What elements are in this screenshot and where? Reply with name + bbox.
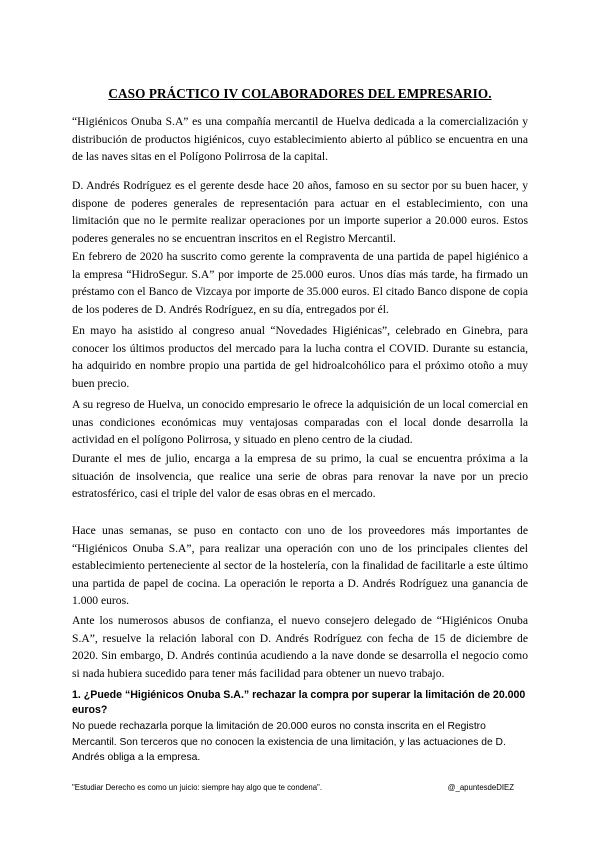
question-1: 1. ¿Puede “Higiénicos Onuba S.A.” rechazar la compra por superar la limitación de 20.000 euros? (72, 689, 526, 717)
document-title: CASO PRÁCTICO IV COLABORADORES DEL EMPRESARIO. (108, 86, 492, 101)
paragraph-may: En mayo ha asistido al congreso anual “Novedades Higiénicas”, celebrado en Ginebra, para conocer los últimos productos del mercado para la lucha contra el COVID. Durante su estancia, ha adquirido en nombre propio una partida de gel hidroalcohólico para el próximo otoño a muy buen precio. (72, 324, 528, 390)
footer-quote: "Estudiar Derecho es como un juicio: siempre hay algo que te condena". (72, 783, 322, 792)
paragraph-dismissal: Ante los numerosos abusos de confianza, el nuevo consejero delegado de “Higiénicos Onuba S.A”, resuelve la relación laboral con D. Andrés Rodríguez con fecha de 15 de diciembre de 2020. Sin embargo, D. Andrés continúa acudiendo a la nave donde se desarrolla el negocio como si nada hubiera sucedido para tener más facilidad para obtener un nuevo trabajo. (72, 614, 528, 680)
paragraph-supplier: Hace unas semanas, se puso en contacto con uno de los proveedores más importantes de “Higiénicos Onuba S.A”, para realizar una operación con uno de los principales clientes del establecimiento perteneciente al sector de la hostelería, con la finalidad de facilitarle a este último una partida de papel de cocina. La operación le reporta a D. Andrés Rodríguez una ganancia de 1.000 euros. (72, 524, 528, 608)
answer-1: No puede rechazarla porque la limitación de 20.000 euros no consta inscrita en el Registro Mercantil. Son terceros que no conocen la existencia de una limitación, y las actuaciones de D. Andrés obliga a la empresa. (72, 721, 506, 764)
paragraph-return: A su regreso de Huelva, un conocido empresario le ofrece la adquisición de un local comercial en unas condiciones económicas muy ventajosas comparadas con el local donde desarrolla la actividad en el polígono Polirrosa, y situado en pleno centro de la ciudad. (72, 398, 528, 447)
paragraph-july: Durante el mes de julio, encarga a la empresa de su primo, la cual se encuentra próxima a la situación de insolvencia, que realice una serie de obras para renovar la nave por un precio estratosférico, casi el triple del valor de esas obras en el mercado. (72, 452, 528, 501)
paragraph-february: En febrero de 2020 ha suscrito como gerente la compraventa de una partida de papel higiénico a la empresa “HidroSegur. S.A” por importe de 25.000 euros. Unos días más tarde, ha firmado un préstamo con el Banco de Vizcaya por importe de 35.000 euros. El citado Banco dispone de copia de los poderes de D. Andrés Rodríguez, en su día, entregados por él. (72, 250, 528, 316)
footer-handle: @_apuntesdeDIEZ (447, 783, 514, 792)
paragraph-intro: “Higiénicos Onuba S.A” es una compañía mercantil de Huelva dedicada a la comercialización y distribución de productos higiénicos, cuyo establecimiento abierto al público se encuentra en una de las naves sitas en el Polígono Polirrosa de la capital. (72, 115, 528, 164)
paragraph-manager: D. Andrés Rodríguez es el gerente desde hace 20 años, famoso en su sector por su buen hacer, y dispone de poderes generales de representación para actuar en el establecimiento, con una limitación que no le permite realizar operaciones por un importe superior a 20.000 euros. Estos poderes generales no se encuentran inscritos en el Registro Mercantil. (72, 179, 528, 245)
